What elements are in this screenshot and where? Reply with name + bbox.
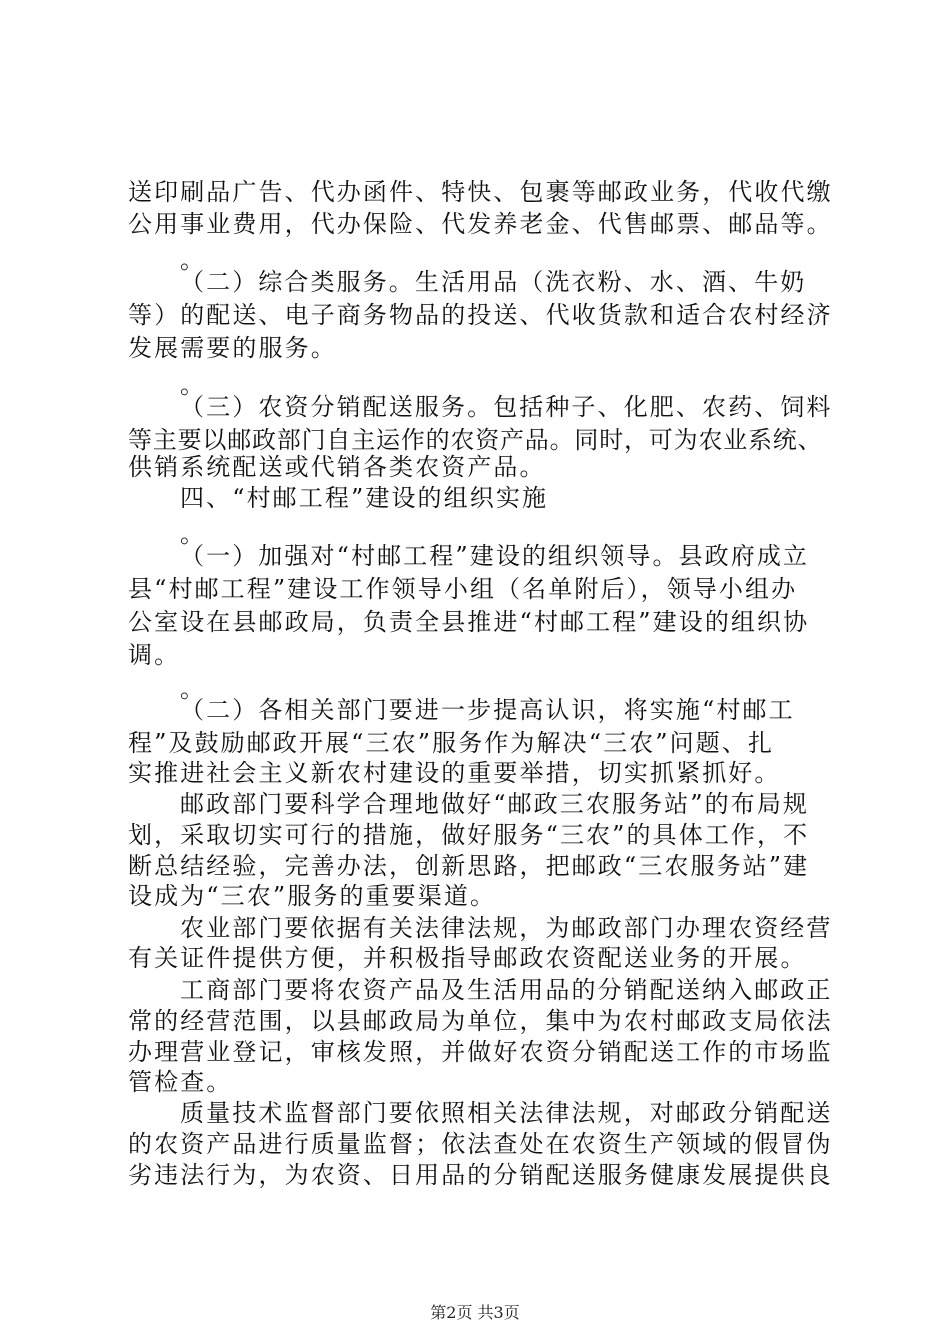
paragraph-line: （二）各相关部门要进一步提高认识，将实施“村邮工: [180, 696, 795, 724]
paragraph-dot: 。: [180, 246, 204, 274]
paragraph-line: 公室设在县邮政局，负责全县推进“村邮工程”建设的组织协: [128, 608, 810, 636]
paragraph-line: （三）农资分销配送服务。包括种子、化肥、农药、饲料: [180, 393, 833, 421]
paragraph-line: 劣违法行为，为农资、日用品的分销配送服务健康发展提供良: [128, 1161, 833, 1189]
paragraph-line: 邮政部门要科学合理地做好“邮政三农服务站”的布局规: [180, 790, 810, 818]
paragraph-line: 工商部门要将农资产品及生活用品的分销配送纳入邮政正: [180, 976, 833, 1004]
paragraph-line: 划，采取切实可行的措施，做好服务“三农”的具体工作，不: [128, 821, 810, 849]
paragraph-line: 送印刷品广告、代办函件、特快、包裹等邮政业务，代收代缴: [128, 178, 833, 206]
paragraph-line: 等主要以邮政部门自主运作的农资产品。同时，可为农业系统、: [128, 426, 823, 454]
paragraph-line: 农业部门要依据有关法律法规，为邮政部门办理农资经营: [180, 914, 833, 942]
paragraph-line: 供销系统配送或代销各类农资产品。: [128, 453, 546, 481]
paragraph-line: 调。: [128, 641, 181, 669]
paragraph-line: 断总结经验，完善办法，创新思路，把邮政“三农服务站”建: [128, 852, 810, 880]
paragraph-line: 的农资产品进行质量监督；依法查处在农资生产领域的假冒伪: [128, 1130, 833, 1158]
paragraph-line: （一）加强对“村邮工程”建设的组织领导。县政府成立: [180, 542, 810, 570]
paragraph-dot: 。: [180, 520, 204, 548]
paragraph-line: （二）综合类服务。生活用品（洗衣粉、水、酒、牛奶: [180, 268, 807, 296]
paragraph-line: 程”及鼓励邮政开展“三农”服务作为解决“三农”问题、扎: [128, 729, 775, 757]
paragraph-dot: 。: [180, 371, 204, 399]
paragraph-line: 县“村邮工程”建设工作领导小组（名单附后），领导小组办: [128, 575, 798, 603]
paragraph-line: 发展需要的服务。: [128, 334, 337, 362]
paragraph-dot: 。: [180, 675, 204, 703]
paragraph-line: 常的经营范围，以县邮政局为单位，集中为农村邮政支局依法: [128, 1007, 833, 1035]
paragraph-line: 办理营业登记，审核发照，并做好农资分销配送工作的市场监: [128, 1038, 833, 1066]
paragraph-line: 有关证件提供方便，并积极指导邮政农资配送业务的开展。: [128, 944, 807, 972]
paragraph-line: 设成为“三农”服务的重要渠道。: [128, 882, 497, 910]
paragraph-line: 管检查。: [128, 1068, 233, 1096]
section-heading: 四、“村邮工程”建设的组织实施: [180, 484, 549, 512]
paragraph-line: 公用事业费用，代办保险、代发养老金、代售邮票、邮品等。: [128, 210, 833, 238]
paragraph-line: 等）的配送、电子商务物品的投送、代收货款和适合农村经济: [128, 301, 833, 329]
paragraph-line: 质量技术监督部门要依照相关法律法规，对邮政分销配送: [180, 1099, 833, 1127]
paragraph-line: 实推进社会主义新农村建设的重要举措，切实抓紧抓好。: [128, 759, 781, 787]
page-footer: 第2页 共3页: [430, 1303, 520, 1322]
